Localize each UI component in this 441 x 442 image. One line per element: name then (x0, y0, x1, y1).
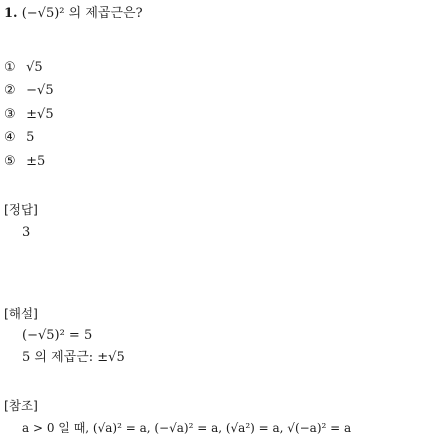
option-mark: ④ (4, 130, 16, 145)
answer-label: [정답] (4, 202, 38, 217)
option-1 (4, 60, 43, 76)
option-5 (4, 154, 45, 170)
option-4 (4, 130, 34, 146)
option-text: 5 (26, 130, 35, 145)
question-line (4, 6, 143, 22)
explanation-line-2: 5 의 제곱근: ±√5 (22, 350, 125, 365)
option-mark: ① (4, 60, 16, 75)
option-2 (4, 83, 54, 99)
option-text: ±5 (26, 154, 46, 169)
note-text: a > 0 일 때, (√a)² = a, (−√a)² = a, (√a²) = a, √(−a)² = a (22, 421, 352, 435)
answer-value: 3 (22, 225, 31, 240)
option-mark: ③ (4, 107, 16, 122)
note-label: [참조] (4, 398, 38, 413)
question-number: 1. (4, 6, 18, 21)
question-text: (−√5)² 의 제곱근은? (21, 6, 143, 21)
explanation-label: [해설] (4, 306, 38, 321)
option-text: √5 (26, 60, 43, 75)
option-mark: ⑤ (4, 154, 16, 169)
option-3 (4, 107, 54, 123)
explanation-line-1: (−√5)² = 5 (22, 328, 93, 343)
option-text: ±√5 (26, 107, 54, 122)
option-text: −√5 (26, 83, 54, 98)
option-mark: ② (4, 83, 16, 98)
